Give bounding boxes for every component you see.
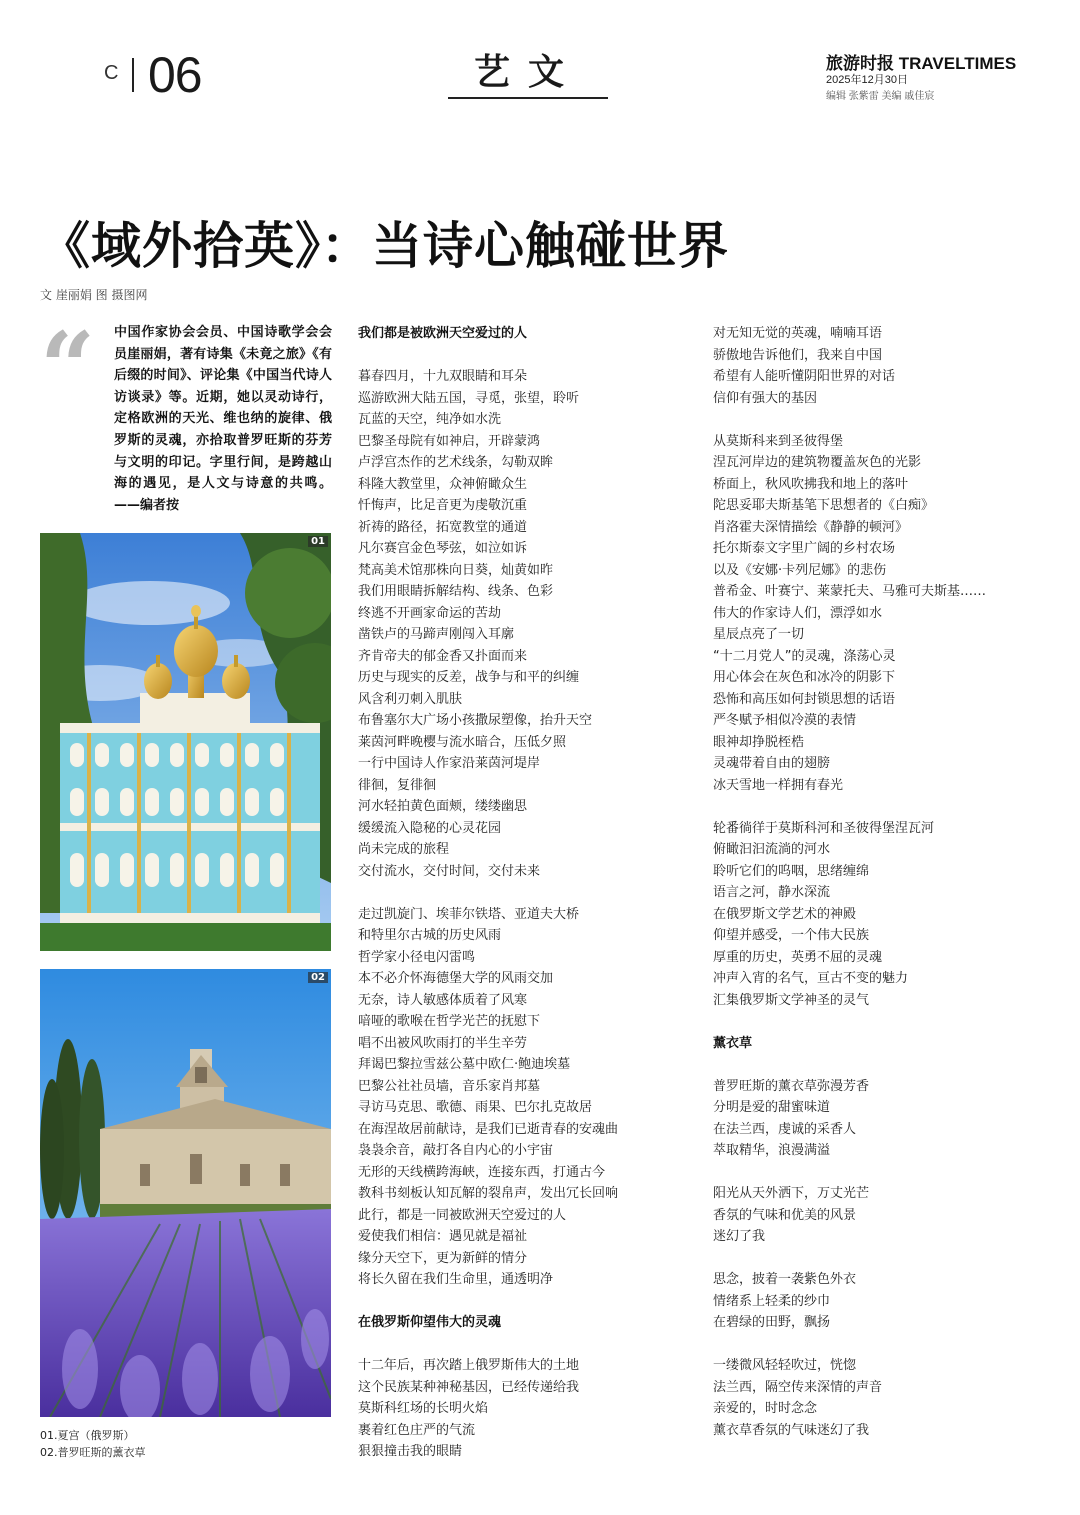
section-code: C [104, 62, 121, 84]
article-byline: 文 崖丽娟 图 摄图网 [40, 288, 148, 302]
poem-line: 齐肯帝夫的郁金香又扑面而来 [358, 648, 528, 664]
poem-line: 萃取精华，浪漫满溢 [713, 1143, 831, 1158]
poem-line: 骄傲地告诉他们，我来自中国 [713, 347, 883, 363]
poem-line: 在法兰西，虔诚的采香人 [713, 1121, 857, 1137]
section-underline [448, 97, 608, 99]
poem-line: 一行中国诗人作家沿莱茵河堤岸 [358, 756, 541, 771]
poem-line: 十二年后，再次踏上俄罗斯伟大的土地 [358, 1358, 580, 1373]
poem-line: 思念，披着一袭紫色外衣 [713, 1272, 857, 1287]
poem-line: 无奈，诗人敏感体质着了风寒 [358, 992, 528, 1008]
poem-line: 聆听它们的呜咽，思绪缠绵 [713, 863, 870, 879]
poem-line: 仰望并感受，一个伟大民族 [713, 928, 870, 943]
caption-1: 01.夏宫（俄罗斯） [40, 1429, 135, 1442]
poem-line: 爱使我们相信：遇见就是福祉 [358, 1229, 528, 1244]
poem-line: 冰天雪地一样拥有春光 [713, 777, 844, 793]
poem-line: 喑哑的歌喉在哲学光芒的抚慰下 [358, 1014, 541, 1029]
poem-line: 对无知无觉的英魂，喃喃耳语 [713, 326, 883, 341]
poem-line: 尚未完成的旅程 [358, 842, 450, 857]
poem-line: 涅瓦河岸边的建筑物覆盖灰色的光影 [713, 455, 922, 470]
poem-line: 恐怖和高压如何封锁思想的话语 [713, 691, 896, 707]
stanza-break [713, 1248, 1033, 1270]
poem-line: 语言之河，静水深流 [713, 885, 831, 900]
stanza-break [713, 409, 1033, 431]
poem-line: 无形的天线横跨海峡，连接东西，打通古今 [358, 1164, 606, 1180]
poem-title: 薰衣草 [713, 1035, 753, 1051]
editors-credit: 编辑 张紫雷 美编 戚佳宸 [826, 91, 935, 102]
poem-line: 一缕微风轻轻吹过，恍惚 [713, 1358, 857, 1373]
poem-line: 厚重的历史，英勇不屈的灵魂 [713, 949, 883, 965]
poem-line: 这个民族某种神秘基因，已经传递给我 [358, 1379, 580, 1395]
poem-line: 袅袅余音，敲打各自内心的小宇宙 [358, 1143, 554, 1158]
poem-line: 卢浮宫杰作的艺术线条，勾勒双眸 [358, 455, 554, 470]
page-number: 06 [148, 47, 202, 103]
poem-line: 凿铁卢的马蹄声刚闯入耳廓 [358, 627, 515, 642]
stanza-break [713, 1011, 1033, 1033]
poem-line: 莱茵河畔晚樱与流水暗合，压低夕照 [358, 734, 567, 750]
poem-line: 冲声入宵的名气，亘古不变的魅力 [713, 971, 909, 986]
poem-line: 缘分天空下，更为新鲜的情分 [358, 1250, 528, 1266]
poem-column-1 [358, 323, 678, 1463]
poem-line: 用心体会在灰色和冰冷的阴影下 [713, 670, 896, 685]
article-title: 《域外拾英》：当诗心触碰世界 [40, 216, 729, 275]
poem-line: 莫斯科红场的长明火焰 [358, 1401, 489, 1416]
poem-line: 拜谒巴黎拉雪兹公墓中欧仁·鲍迪埃墓 [358, 1057, 571, 1072]
poem-line: 亲爱的，时时念念 [713, 1401, 818, 1416]
poem-line: 星辰点亮了一切 [713, 627, 805, 642]
stanza-break [358, 1334, 678, 1356]
poem-line: 和特里尔古城的历史风雨 [358, 928, 502, 943]
poem-line: 分明是爱的甜蜜味道 [713, 1100, 831, 1115]
editor-intro: 中国作家协会会员、中国诗歌学会会员崖丽娟，著有诗集《未竟之旅》《有后缀的时间》、评论集《中国当代诗人访谈录》等。近期，她以灵动诗行，定格欧洲的天光、维也纳的旋律、俄罗斯的灵魂，亦拾取普罗旺斯的芬芳与文明的印记。字里行间，是跨越山海的遇见，是人文与诗意的共鸣。 ——编者按 [114, 325, 332, 513]
poem-line: 在碧绿的田野，飘扬 [713, 1315, 831, 1330]
poem-line: 严冬赋予相似冷漠的表情 [713, 713, 857, 728]
poem-line: 寻访马克思、歌德、雨果、巴尔扎克故居 [358, 1100, 593, 1115]
poem-line: 风含利刃刺入肌肤 [358, 691, 463, 707]
poem-line: 将长久留在我们生命里，通透明净 [358, 1272, 554, 1287]
poem-title: 在俄罗斯仰望伟大的灵魂 [358, 1315, 502, 1330]
poem-line: 巴黎圣母院有如神启，开辟蒙鸿 [358, 433, 541, 449]
poem-line: 托尔斯泰文字里广阔的乡村农场 [713, 541, 896, 556]
poem-line: 陀思妥耶夫斯基笔下思想者的《白痴》 [713, 498, 935, 513]
poem-line: 科隆大教堂里，众神俯瞰众生 [358, 476, 528, 492]
poem-line: 我们用眼睛拆解结构、线条、色彩 [358, 584, 554, 599]
poem-line: 忏悔声，比足音更为虔敬沉重 [358, 498, 528, 513]
poem-line: 裹着红色庄严的气流 [358, 1422, 476, 1438]
poem-line: 薰衣草香氛的气味迷幻了我 [713, 1422, 870, 1438]
issue-date: 2025年12月30日 [826, 74, 908, 86]
paper-name-cn: 旅游时报 [826, 54, 894, 73]
quote-mark-icon: “ [40, 311, 96, 424]
poem-line: 迷幻了我 [713, 1229, 766, 1244]
poem-line: 香氛的气味和优美的风景 [713, 1207, 857, 1223]
poem-line: 希望有人能听懂阴阳世界的对话 [713, 369, 896, 384]
poem-line: 信仰有强大的基因 [713, 390, 818, 406]
poem-line: 在海涅故居前献诗，是我们已逝青春的安魂曲 [358, 1121, 619, 1137]
poem-line: 历史与现实的反差，战争与和平的纠缠 [358, 670, 580, 685]
poem-line: 徘徊，复徘徊 [358, 777, 437, 793]
poem-line: 终逃不开画家命运的苦劫 [358, 605, 502, 621]
poem-line: 肖洛霍夫深情描绘《静静的顿河》 [713, 519, 909, 535]
poem-line: 在俄罗斯文学艺术的神殿 [713, 906, 857, 922]
palace-illustration [40, 533, 331, 951]
poem-title: 我们都是被欧洲天空爱过的人 [358, 326, 528, 341]
stanza-break [358, 1291, 678, 1313]
photo-number-2: 02 [308, 972, 328, 983]
poem-line: 梵高美术馆那株向日葵，灿黄如昨 [358, 562, 554, 578]
section-name: 艺文 [473, 51, 582, 93]
poem-line: 暮春四月，十九双眼睛和耳朵 [358, 369, 528, 384]
poem-line: 俯瞰汩汩流淌的河水 [713, 842, 831, 857]
poem-line: 此行，都是一同被欧洲天空爱过的人 [358, 1207, 567, 1223]
stanza-break [358, 345, 678, 367]
poem-line: 普罗旺斯的薰衣草弥漫芳香 [713, 1078, 870, 1094]
poem-line: 哲学家小径电闪雷鸣 [358, 949, 476, 965]
poem-line: 以及《安娜·卡列尼娜》的悲伤 [713, 562, 887, 578]
poem-line: 狠狠撞击我的眼睛 [358, 1444, 463, 1459]
poem-line: 走过凯旋门、埃菲尔铁塔、亚道夫大桥 [358, 906, 580, 922]
poem-line: 缓缓流入隐秘的心灵花园 [358, 820, 502, 836]
photo-lavender [40, 969, 331, 1417]
poem-line: 汇集俄罗斯文学神圣的灵气 [713, 992, 870, 1008]
stanza-break [713, 1334, 1033, 1356]
poem-line: 桥面上，秋风吹拂我和地上的落叶 [713, 476, 909, 492]
poem-line: 交付流水，交付时间，交付未来 [358, 863, 541, 879]
poem-line: 巡游欧洲大陆五国，寻觅，张望，聆听 [358, 390, 580, 406]
poem-line: 法兰西，隔空传来深情的声音 [713, 1379, 883, 1395]
poem-line: 从莫斯科来到圣彼得堡 [713, 433, 844, 449]
poem-line: 瓦蓝的天空，纯净如水洗 [358, 412, 502, 427]
header-divider [132, 58, 134, 92]
poem-line: “十二月党人”的灵魂，涤荡心灵 [713, 648, 896, 664]
poem-column-2 [713, 323, 1033, 1441]
poem-line: 轮番徜徉于莫斯科河和圣彼得堡涅瓦河 [713, 820, 935, 836]
stanza-break [358, 882, 678, 904]
poem-line: 唱不出被风吹雨打的半生辛劳 [358, 1035, 528, 1051]
photo-number-1: 01 [308, 536, 328, 547]
poem-line: 凡尔赛宫金色琴弦，如泣如诉 [358, 541, 528, 556]
lavender-illustration [40, 969, 331, 1417]
poem-line: 祈祷的路径，拓宽教堂的通道 [358, 519, 528, 535]
stanza-break [713, 1162, 1033, 1184]
caption-2: 02.普罗旺斯的薰衣草 [40, 1446, 146, 1459]
poem-line: 情绪系上轻柔的纱巾 [713, 1293, 831, 1309]
poem-line: 布鲁塞尔大广场小孩撒尿塑像，抬升天空 [358, 713, 593, 728]
poem-line: 本不必介怀海德堡大学的风雨交加 [358, 971, 554, 986]
poem-line: 伟大的作家诗人们，漂浮如水 [713, 605, 883, 621]
photo-palace [40, 533, 331, 951]
poem-line: 灵魂带着自由的翅膀 [713, 756, 831, 771]
poem-line: 巴黎公社社员墙，音乐家肖邦墓 [358, 1078, 541, 1094]
paper-name-en: TRAVELTIMES [898, 54, 1017, 73]
poem-line: 阳光从天外洒下，万丈光芒 [713, 1186, 870, 1201]
poem-line: 河水轻拍黄色面颊，缕缕幽思 [358, 799, 528, 814]
poem-line: 普希金、叶赛宁、莱蒙托夫、马雅可夫斯基…… [713, 584, 987, 599]
stanza-break [713, 1054, 1033, 1076]
photo-captions [40, 1427, 146, 1461]
poem-line: 眼神却挣脱桎梏 [713, 734, 805, 750]
poem-line: 教科书刻板认知瓦解的裂帛声，发出冗长回响 [358, 1186, 619, 1201]
stanza-break [713, 796, 1033, 818]
